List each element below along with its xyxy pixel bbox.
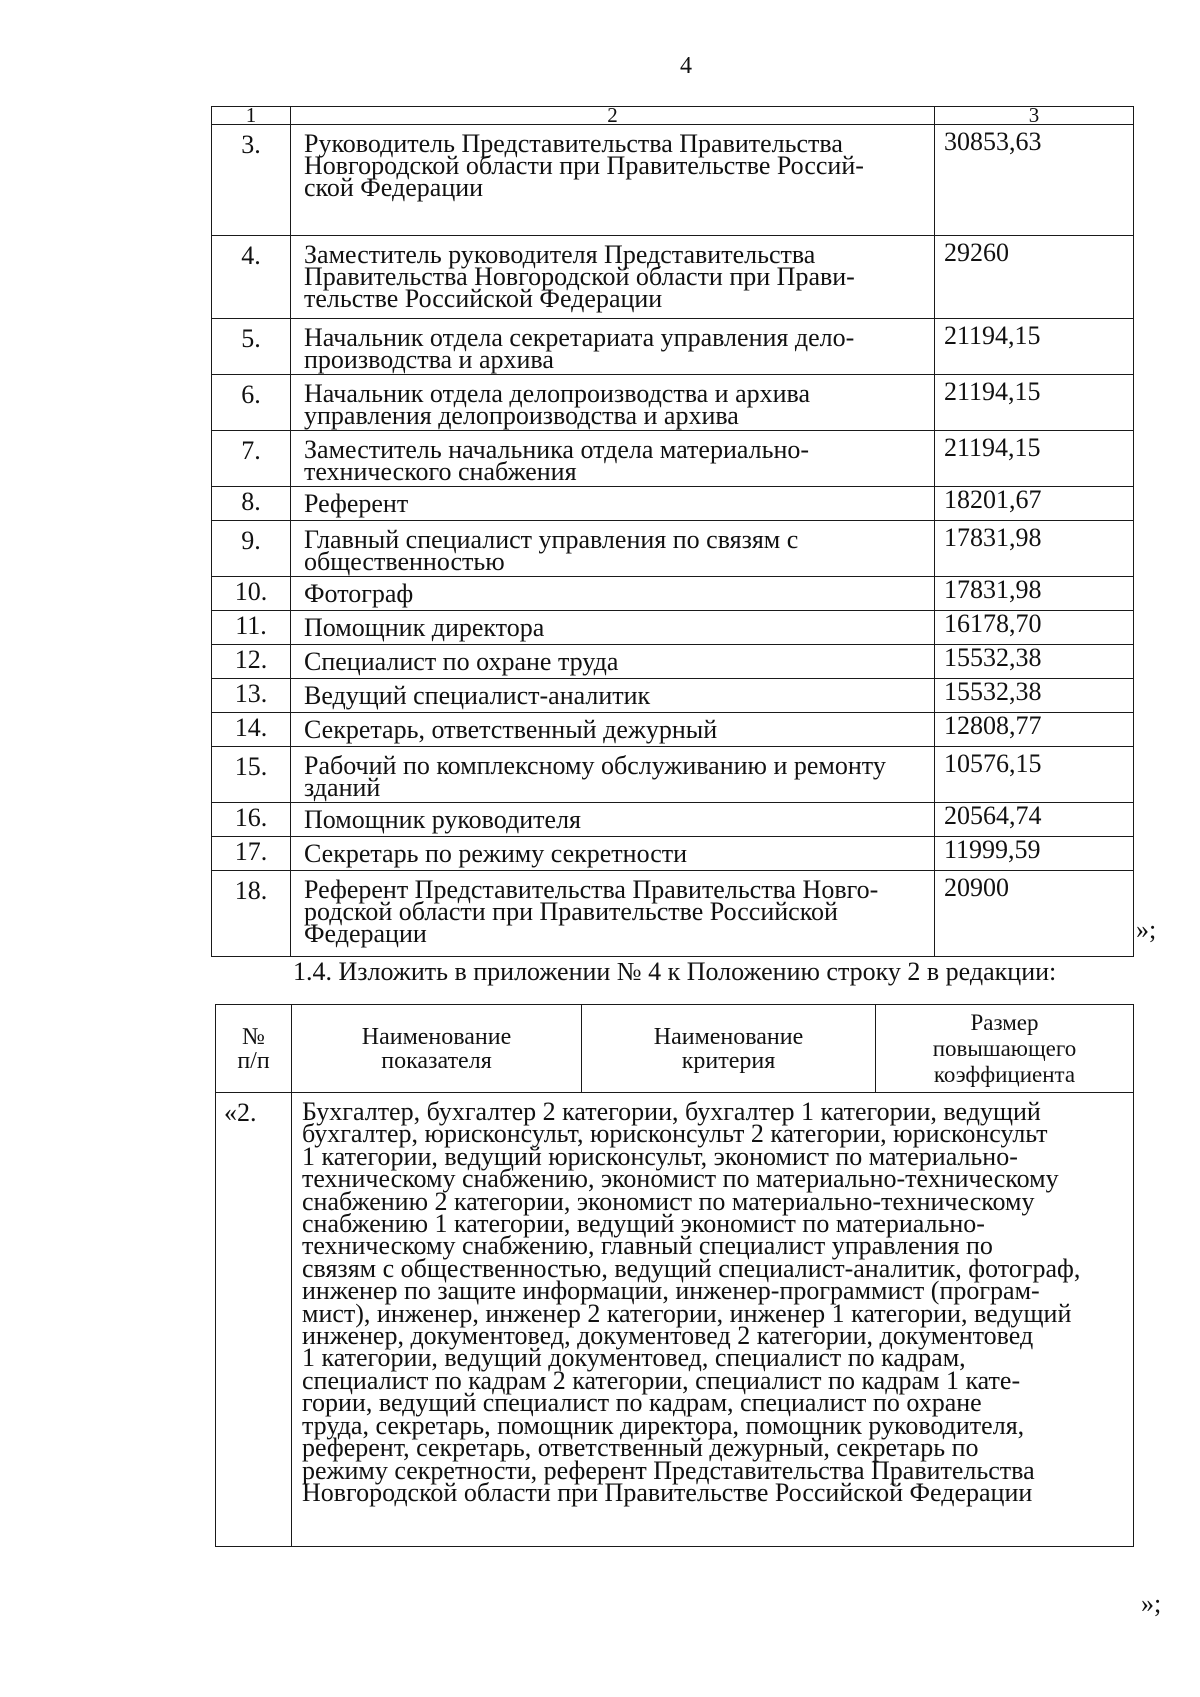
row-number: 14. — [212, 713, 291, 747]
position-name-line: Секретарь, ответственный дежурный — [304, 715, 718, 744]
table-row — [212, 577, 1134, 611]
position-name-line: Референт Представительства Правительства Новго- — [304, 875, 879, 904]
indicator-text-line: техническому снабжению, главный специалист управления по — [302, 1231, 993, 1261]
position-name — [291, 431, 935, 487]
row-number: 7. — [212, 431, 291, 487]
row-number: «2. — [216, 1093, 292, 1547]
indicator-text-line: режиму секретности, референт Представительства Правительства — [302, 1455, 1035, 1485]
salary-value: 17831,98 — [935, 521, 1134, 577]
indicator-text-line: труда, секретарь, помощник директора, помощник руководителя, — [302, 1410, 1025, 1440]
position-name — [291, 713, 935, 747]
position-name-line: Помощник директора — [304, 613, 545, 642]
header-text: коэффициента — [933, 1061, 1076, 1087]
salary-value: 10576,15 — [935, 747, 1134, 803]
closing-quote: »; — [1141, 1589, 1162, 1618]
row-number: 13. — [212, 679, 291, 713]
indicator-text-line: инженер, документовед, документовед 2 категории, документовед — [302, 1321, 1034, 1351]
row-number: 4. — [212, 236, 291, 319]
row-number: 8. — [212, 487, 291, 521]
salary-value: 18201,67 — [935, 487, 1134, 521]
header-cell-number — [216, 1005, 292, 1093]
header-text: показателя — [381, 1047, 492, 1074]
indicator-text-line: техническому снабжению, экономист по материально-техническому — [302, 1164, 1059, 1194]
table-row — [212, 803, 1134, 837]
position-name-line: Правительства Новгородской области при Прави- — [304, 262, 855, 291]
header-text: Размер — [970, 1009, 1039, 1035]
header-cell-indicator — [292, 1005, 582, 1093]
paragraph-1-4: 1.4. Изложить в приложении № 4 к Положению строку 2 в редакции: — [293, 957, 1057, 986]
position-name-line: Начальник отдела делопроизводства и архива — [304, 379, 811, 408]
row-number: 10. — [212, 577, 291, 611]
position-name — [291, 611, 935, 645]
row-number: 17. — [212, 837, 291, 871]
table-row — [212, 837, 1134, 871]
row-number: 16. — [212, 803, 291, 837]
salary-value: 15532,38 — [935, 679, 1134, 713]
table-row — [212, 125, 1134, 236]
row-number: 12. — [212, 645, 291, 679]
header-cell-criterion — [582, 1005, 876, 1093]
row-number: 3. — [212, 125, 291, 236]
position-name — [291, 747, 935, 803]
table-header-row — [212, 107, 1134, 125]
position-name — [291, 803, 935, 837]
position-name — [291, 577, 935, 611]
table-row — [212, 747, 1134, 803]
salary-value: 15532,38 — [935, 645, 1134, 679]
salary-value: 12808,77 — [935, 713, 1134, 747]
header-text: Наименование — [361, 1023, 512, 1050]
salary-value: 21194,15 — [935, 319, 1134, 375]
header-text: № — [242, 1023, 265, 1050]
position-name — [291, 375, 935, 431]
indicator-text-line: 1 категории, ведущий юрисконсульт, экономист по материально- — [302, 1141, 1018, 1171]
position-name-line: Руководитель Представительства Правительства — [304, 129, 843, 158]
salary-value: 21194,15 — [935, 431, 1134, 487]
position-name-line: зданий — [304, 773, 381, 802]
table-row — [212, 521, 1134, 577]
position-name — [291, 871, 935, 957]
header-cell-coefficient — [876, 1005, 1134, 1093]
indicator-text-line: инженер по защите информации, инженер-программист (програм- — [302, 1276, 1040, 1306]
table-row — [212, 236, 1134, 319]
position-name-line: Ведущий специалист-аналитик — [304, 681, 651, 710]
row-number: 15. — [212, 747, 291, 803]
table-row — [212, 679, 1134, 713]
position-name-line: родской области при Правительстве Российской — [304, 897, 838, 926]
row-number: 9. — [212, 521, 291, 577]
position-name-line: Рабочий по комплексному обслуживанию и ремонту — [304, 751, 886, 780]
position-name-line: Секретарь по режиму секретности — [304, 839, 688, 868]
position-name — [291, 236, 935, 319]
position-name-line: Начальник отдела секретариата управления дело- — [304, 323, 855, 352]
position-name — [291, 679, 935, 713]
indicator-text-line: Бухгалтер, бухгалтер 2 категории, бухгалтер 1 категории, ведущий — [302, 1097, 1041, 1126]
header-text: повышающего — [932, 1035, 1077, 1061]
row-number: 6. — [212, 375, 291, 431]
position-name — [291, 319, 935, 375]
position-name — [291, 521, 935, 577]
column-number-header: 3 — [935, 107, 1134, 125]
position-name-line: общественностью — [304, 547, 505, 576]
salary-value: 20900 — [935, 871, 1134, 957]
indicator-text-line: 1 категории, ведущий документовед, специалист по кадрам, — [302, 1343, 966, 1373]
indicator-text-line: мист), инженер, инженер 2 категории, инженер 1 категории, ведущий — [302, 1298, 1072, 1328]
closing-quote: »; — [1136, 915, 1157, 944]
table-row — [216, 1093, 1134, 1547]
salary-value: 30853,63 — [935, 125, 1134, 236]
table-row — [212, 487, 1134, 521]
indicator-text-line: гории, ведущий специалист по кадрам, специалист по охране — [302, 1388, 982, 1418]
table-row — [212, 431, 1134, 487]
salary-value: 11999,59 — [935, 837, 1134, 871]
indicator-text — [292, 1093, 1134, 1547]
salary-value: 29260 — [935, 236, 1134, 319]
position-name-line: Референт — [304, 489, 409, 518]
position-name-line: Главный специалист управления по связям с — [304, 525, 799, 554]
table-row — [212, 611, 1134, 645]
indicator-text-line: бухгалтер, юрисконсульт, юрисконсульт 2 категории, юрисконсульт — [302, 1119, 1048, 1149]
header-text: Наименование — [653, 1023, 804, 1050]
header-text: критерия — [681, 1047, 776, 1074]
position-name-line: Фотограф — [304, 579, 414, 608]
position-name — [291, 837, 935, 871]
position-name — [291, 645, 935, 679]
position-name-line: производства и архива — [304, 345, 554, 374]
row-number: 18. — [212, 871, 291, 957]
row-number: 5. — [212, 319, 291, 375]
indicator-text-line: снабжению 1 категории, ведущий экономист по материально- — [302, 1209, 985, 1239]
position-name-line: Специалист по охране труда — [304, 647, 619, 676]
indicator-text-line: снабжению 2 категории, экономист по материально-техническому — [302, 1186, 1035, 1216]
salary-value: 17831,98 — [935, 577, 1134, 611]
page-number: 4 — [680, 53, 692, 79]
indicator-text-line: связям с общественностью, ведущий специалист-аналитик, фотограф, — [302, 1253, 1081, 1283]
positions-salary-table — [211, 106, 1134, 957]
position-name-line: Новгородской области при Правительстве Россий- — [304, 151, 864, 180]
criteria-table — [215, 1004, 1134, 1547]
column-number-header: 2 — [291, 107, 935, 125]
position-name-line: Заместитель руководителя Представительства — [304, 240, 816, 269]
table-row — [212, 871, 1134, 957]
salary-value: 21194,15 — [935, 375, 1134, 431]
table-row — [212, 645, 1134, 679]
position-name — [291, 487, 935, 521]
position-name — [291, 125, 935, 236]
position-name-line: Помощник руководителя — [304, 805, 582, 834]
position-name-line: ской Федерации — [304, 173, 484, 202]
table-row — [212, 713, 1134, 747]
position-name-line: Федерации — [304, 919, 427, 948]
column-number-header: 1 — [212, 107, 291, 125]
salary-value: 20564,74 — [935, 803, 1134, 837]
indicator-text-line: референт, секретарь, ответственный дежурный, секретарь по — [302, 1433, 979, 1463]
position-name-line: управления делопроизводства и архива — [304, 401, 739, 430]
table-header-row — [216, 1005, 1134, 1093]
indicator-text-line: Новгородской области при Правительстве Российской Федерации — [302, 1477, 1033, 1507]
header-text: п/п — [237, 1047, 270, 1074]
table-row — [212, 319, 1134, 375]
table-row — [212, 375, 1134, 431]
position-name-line: тельстве Российской Федерации — [304, 284, 663, 313]
salary-value: 16178,70 — [935, 611, 1134, 645]
position-name-line: технического снабжения — [304, 457, 577, 486]
row-number: 11. — [212, 611, 291, 645]
position-name-line: Заместитель начальника отдела материально- — [304, 435, 810, 464]
indicator-text-line: специалист по кадрам 2 категории, специалист по кадрам 1 кате- — [302, 1365, 1021, 1395]
